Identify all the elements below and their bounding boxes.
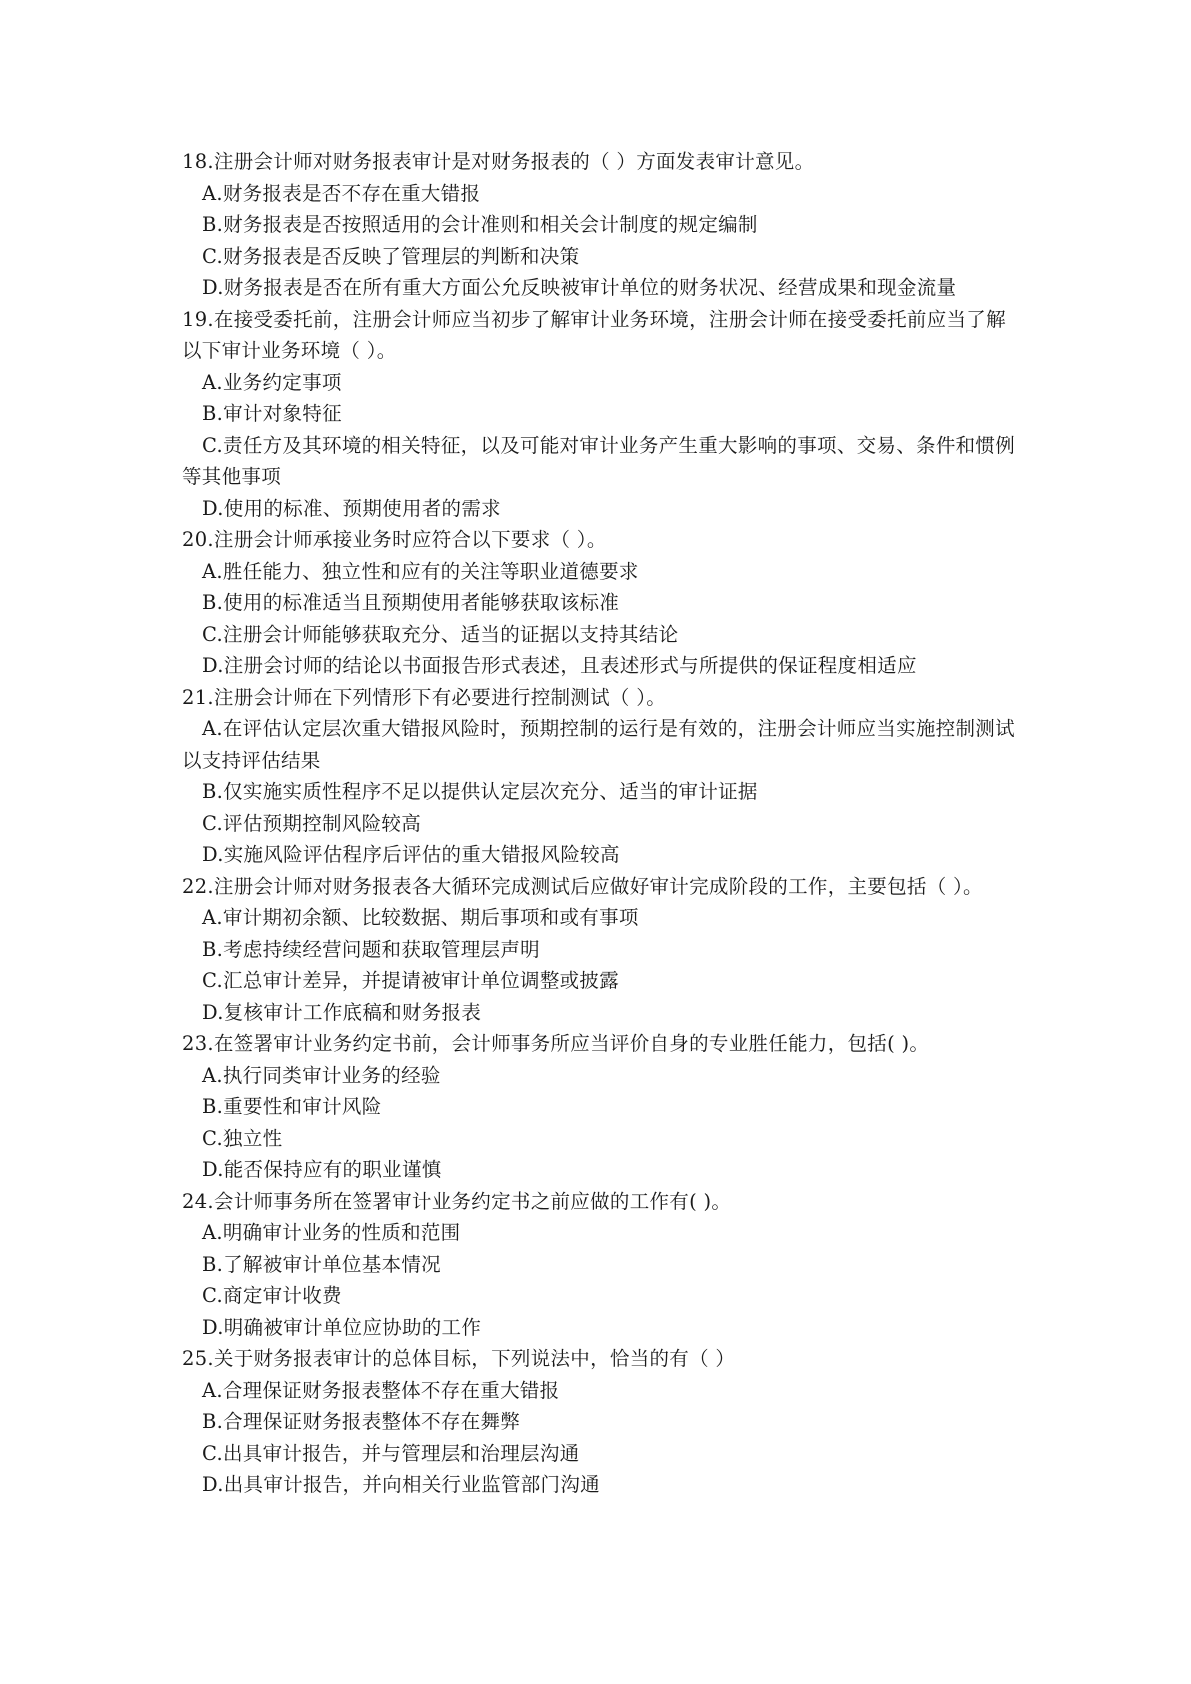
option-d: D.复核审计工作底稿和财务报表 <box>202 1000 482 1024</box>
option-b: B.了解被审计单位基本情况 <box>202 1252 441 1276</box>
option-a: A.审计期初余额、比较数据、期后事项和或有事项 <box>202 906 639 929</box>
option-d: D.实施风险评估程序后评估的重大错报风险较高 <box>202 843 620 866</box>
option-a: A.胜任能力、独立性和应有的关注等职业道德要求 <box>202 559 639 583</box>
option-b: B.审计对象特征 <box>202 402 342 425</box>
option-d: D.使用的标准、预期使用者的需求 <box>202 496 501 520</box>
option-a: A.合理保证财务报表整体不存在重大错报 <box>202 1378 560 1402</box>
option-a: A.在评估认定层次重大错报风险时，预期控制的运行是有效的，注册会计师应当实施控制测试以支持评估结果 <box>182 717 1015 772</box>
option-d: D.出具审计报告，并向相关行业监管部门沟通 <box>202 1473 600 1496</box>
option-d: D.明确被审计单位应协助的工作 <box>202 1315 482 1339</box>
option-c: C.注册会计师能够获取充分、适当的证据以支持其结论 <box>202 622 679 646</box>
option-c: C.商定审计收费 <box>202 1284 342 1307</box>
question-18 <box>182 146 1022 304</box>
question-20 <box>182 524 1022 682</box>
question-stem: 19.在接受委托前，注册会计师应当初步了解审计业务环境，注册会计师在接受委托前应当了解以下审计业务环境（ ）。 <box>182 307 1006 362</box>
option-a: A.明确审计业务的性质和范围 <box>202 1221 461 1244</box>
option-c: C.责任方及其环境的相关特征，以及可能对审计业务产生重大影响的事项、交易、条件和惯例等其他事项 <box>182 433 1016 488</box>
option-d: D.能否保持应有的职业谨慎 <box>202 1158 442 1181</box>
option-c: C.评估预期控制风险较高 <box>202 811 422 835</box>
option-c: C.财务报表是否反映了管理层的判断和决策 <box>202 244 580 268</box>
question-25 <box>182 1343 1022 1501</box>
option-a: A.执行同类审计业务的经验 <box>202 1063 441 1087</box>
question-23 <box>182 1028 1022 1186</box>
option-b: B.考虑持续经营问题和获取管理层声明 <box>202 937 540 961</box>
option-d: D.注册会讨师的结论以书面报告形式表述，且表述形式与所提供的保证程度相适应 <box>202 654 917 677</box>
option-c: C.独立性 <box>202 1126 283 1150</box>
question-stem: 21.注册会计师在下列情形下有必要进行控制测试（ ）。 <box>182 685 667 709</box>
option-a: A.财务报表是否不存在重大错报 <box>202 181 481 205</box>
question-24 <box>182 1186 1022 1344</box>
option-b: B.财务报表是否按照适用的会计准则和相关会计制度的规定编制 <box>202 213 758 236</box>
option-b: B.合理保证财务报表整体不存在舞弊 <box>202 1410 521 1433</box>
question-stem: 24.会计师事务所在签署审计业务约定书之前应做的工作有( )。 <box>182 1189 732 1213</box>
option-b: B.使用的标准适当且预期使用者能够获取该标准 <box>202 591 620 614</box>
question-19 <box>182 304 1022 525</box>
question-stem: 22.注册会计师对财务报表各大循环完成测试后应做好审计完成阶段的工作，主要包括（ ）。 <box>182 874 983 898</box>
option-d: D.财务报表是否在所有重大方面公允反映被审计单位的财务状况、经营成果和现金流量 <box>202 276 957 299</box>
question-stem: 20.注册会计师承接业务时应符合以下要求（ ）。 <box>182 528 607 551</box>
option-b: B.重要性和审计风险 <box>202 1095 382 1118</box>
question-stem: 23.在签署审计业务约定书前，会计师事务所应当评价自身的专业胜任能力，包括( )。 <box>182 1032 930 1055</box>
question-21 <box>182 682 1022 871</box>
question-22 <box>182 871 1022 1029</box>
question-list <box>182 146 1022 1501</box>
question-stem: 25.关于财务报表审计的总体目标，下列说法中，恰当的有（ ） <box>182 1347 736 1370</box>
question-stem: 18.注册会计师对财务报表审计是对财务报表的（ ）方面发表审计意见。 <box>182 150 815 173</box>
option-c: C.出具审计报告，并与管理层和治理层沟通 <box>202 1441 580 1465</box>
option-b: B.仅实施实质性程序不足以提供认定层次充分、适当的审计证据 <box>202 780 758 803</box>
option-a: A.业务约定事项 <box>202 370 342 394</box>
option-c: C.汇总审计差异，并提请被审计单位调整或披露 <box>202 969 620 992</box>
